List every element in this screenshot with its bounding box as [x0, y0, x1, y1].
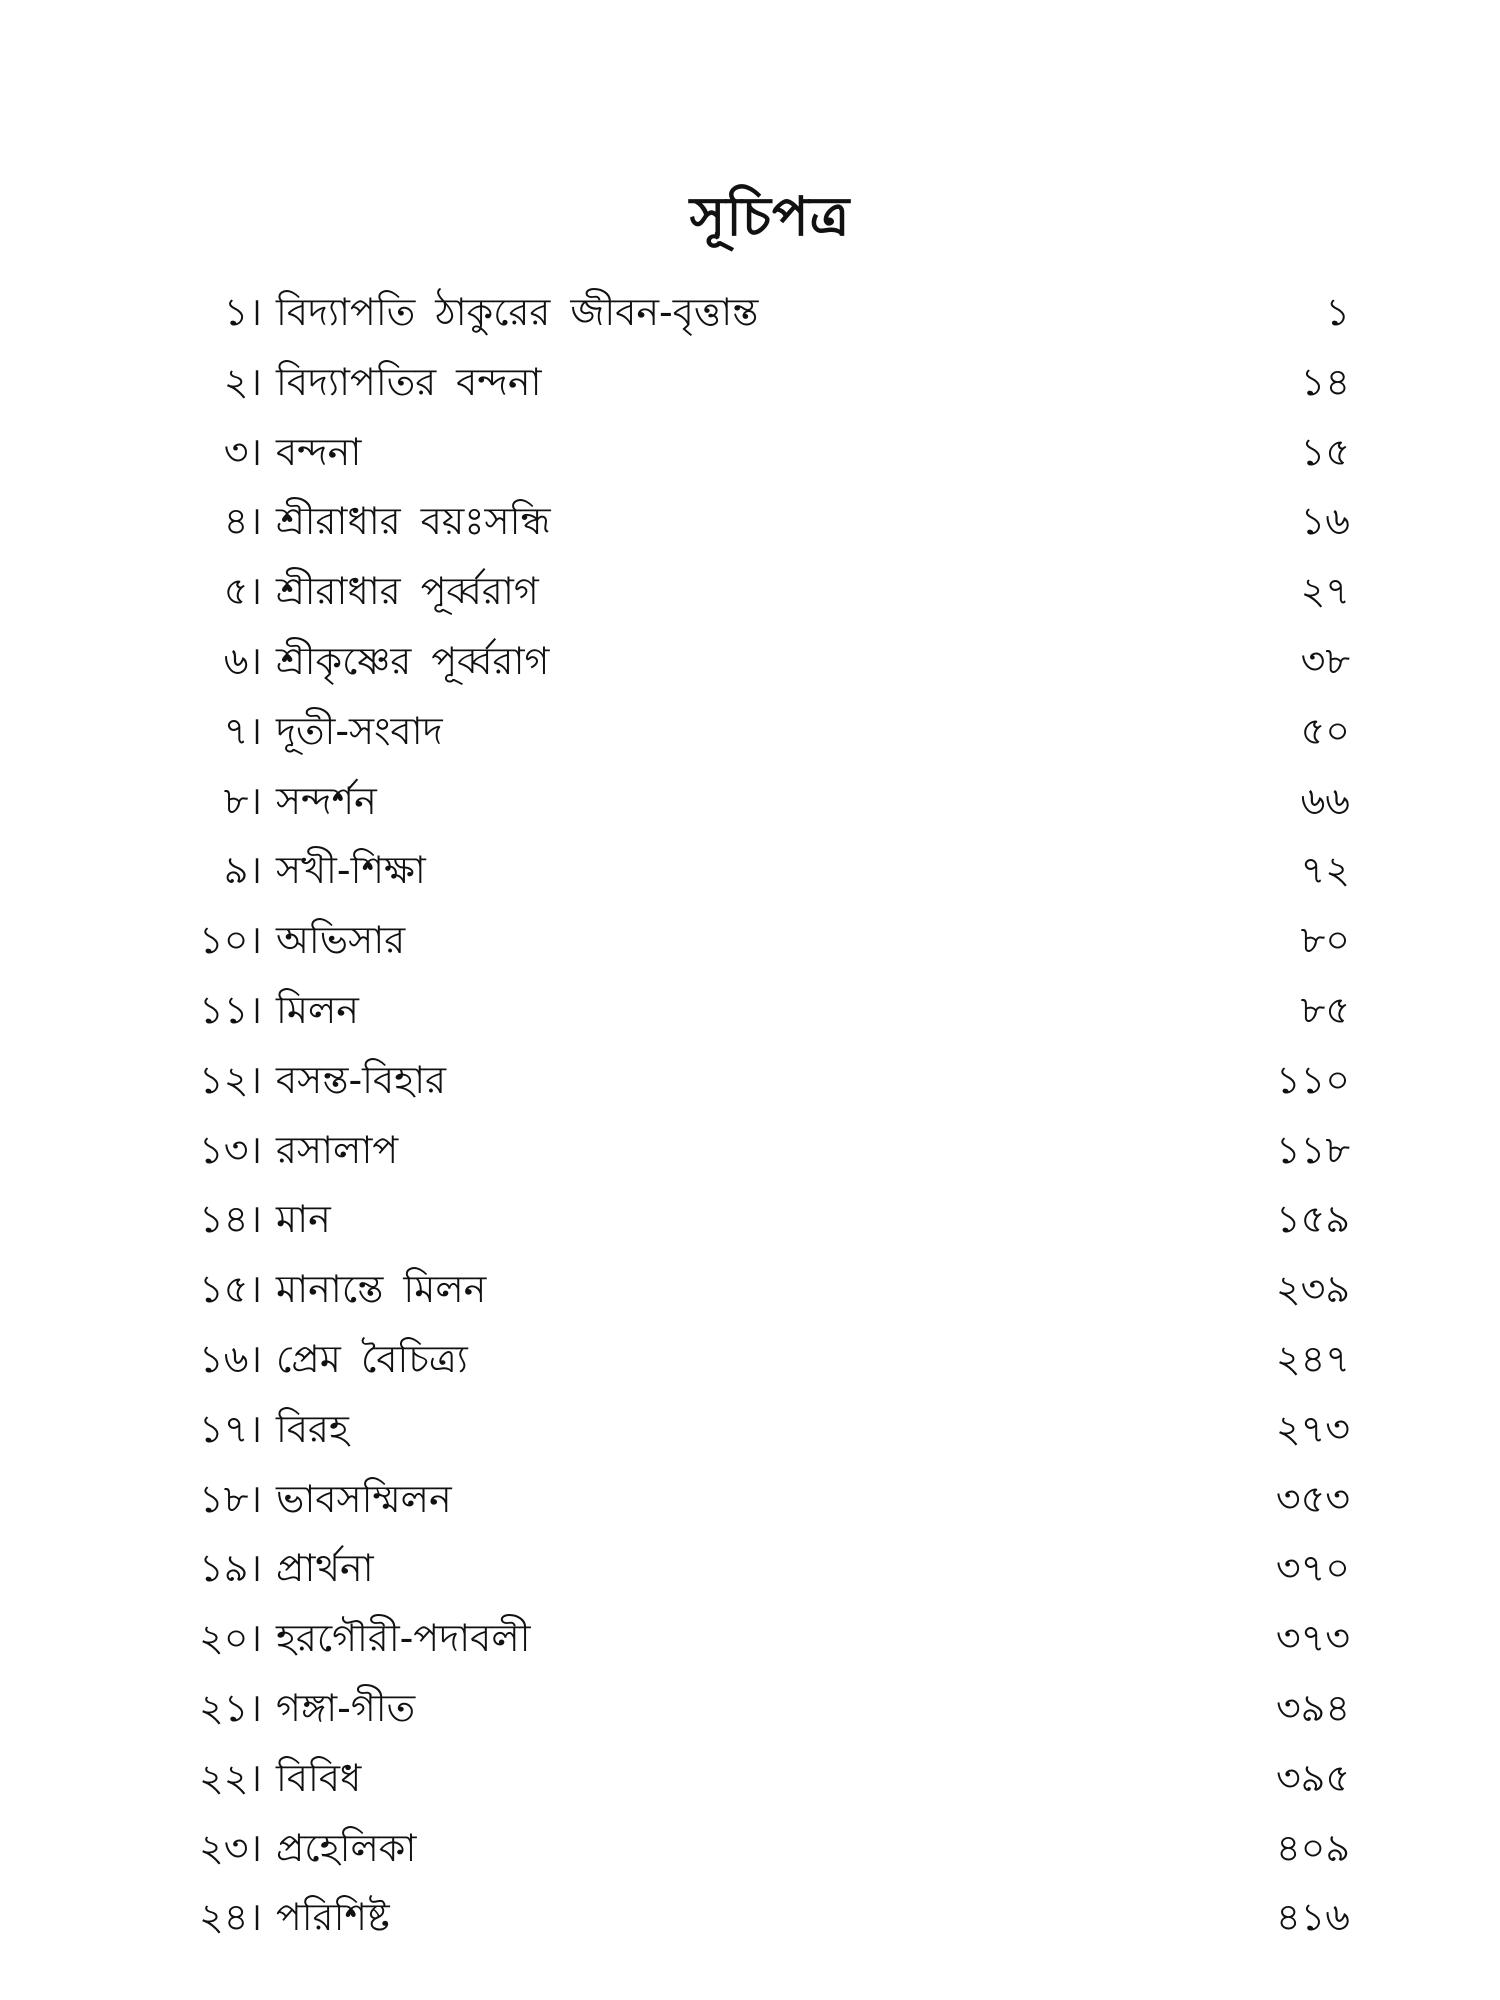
toc-entry — [170, 1255, 1350, 1325]
entry-number: ৯। — [223, 848, 262, 893]
page-title: সূচিপত্র — [689, 185, 851, 248]
entry-page-number: ৪০৯ — [1275, 1825, 1350, 1870]
entry-page-number: ১৫ — [1300, 429, 1350, 474]
toc-entry — [170, 1465, 1350, 1535]
toc-entry — [170, 278, 1350, 348]
toc-entry — [170, 1395, 1350, 1465]
toc-entry — [170, 627, 1350, 697]
toc-entry — [170, 1325, 1350, 1395]
entry-title: রসালাপ — [276, 1127, 399, 1172]
toc-entry — [170, 1604, 1350, 1674]
entry-page-number: ১১০ — [1275, 1057, 1350, 1102]
toc-entry — [170, 1185, 1350, 1255]
entry-page-number: ৩৮ — [1300, 638, 1350, 683]
entry-page-number: ২৭৩ — [1275, 1406, 1350, 1451]
entry-number: ১২। — [199, 1057, 262, 1102]
toc-entry — [170, 1046, 1350, 1116]
entry-page-number: ১ — [1325, 290, 1350, 334]
entry-number: ২। — [223, 359, 262, 404]
entry-page-number: ১৪ — [1300, 359, 1350, 404]
toc-entry — [170, 1674, 1350, 1744]
entry-number: ৬। — [223, 638, 262, 683]
entry-title: ভাবসম্মিলন — [276, 1476, 452, 1521]
entry-page-number: ১৬ — [1300, 499, 1350, 544]
entry-page-number: ৩৯৪ — [1275, 1685, 1350, 1730]
entry-page-number: ৩৫৩ — [1275, 1476, 1350, 1521]
entry-number: ৮। — [223, 778, 262, 823]
entry-page-number: ২৩৯ — [1275, 1267, 1350, 1312]
entry-title: মান — [276, 1197, 331, 1242]
entry-title: পরিশিষ্ট — [276, 1895, 390, 1940]
entry-title: বিদ্যাপতির বন্দনা — [276, 359, 542, 404]
entry-title: হরগৌরী-পদাবলী — [276, 1616, 531, 1661]
toc-entry — [170, 697, 1350, 767]
entry-title: মানান্তে মিলন — [276, 1267, 487, 1312]
toc-entry — [170, 1744, 1350, 1814]
entry-page-number: ৮০ — [1300, 918, 1350, 963]
entry-number: ১০। — [199, 918, 262, 963]
entry-page-number: ৬৬ — [1300, 778, 1350, 823]
entry-page-number: ৪১৬ — [1275, 1895, 1350, 1940]
entry-page-number: ৫০ — [1300, 708, 1350, 753]
entry-number: ১৮। — [199, 1476, 262, 1521]
entry-page-number: ৩৭০ — [1275, 1546, 1350, 1591]
entry-title: প্রার্থনা — [276, 1546, 374, 1591]
entry-title: গঙ্গা-গীত — [276, 1685, 416, 1730]
entry-number: ১৪। — [199, 1197, 262, 1242]
entry-title: শ্রীকৃষ্ণের পূর্ব্বরাগ — [276, 638, 550, 683]
toc-entry — [170, 418, 1350, 488]
toc-entry — [170, 557, 1350, 627]
entry-page-number: ৭২ — [1300, 848, 1350, 893]
entry-title: সন্দর্শন — [276, 778, 377, 823]
toc-entry — [170, 906, 1350, 976]
entry-page-number: ৩৯৫ — [1275, 1755, 1350, 1800]
entry-title: শ্রীরাধার পূর্ব্বরাগ — [276, 569, 539, 614]
entry-number: ১৫। — [199, 1267, 262, 1312]
toc-entry — [170, 976, 1350, 1046]
entry-title: প্রেম বৈচিত্র্য — [276, 1336, 468, 1381]
entry-title: অভিসার — [276, 918, 406, 963]
entry-number: ১১। — [199, 987, 262, 1032]
entry-number: ২১। — [199, 1685, 262, 1730]
entry-number: ২২। — [198, 1755, 262, 1800]
entry-number: ২০। — [198, 1616, 262, 1661]
entry-page-number: ৮৫ — [1300, 987, 1350, 1032]
entry-title: প্রহেলিকা — [276, 1825, 417, 1870]
entry-page-number: ২৪৭ — [1275, 1336, 1350, 1381]
entry-number: ৭। — [223, 708, 262, 753]
entry-number: ৪। — [223, 499, 262, 544]
entry-title: বসন্ত-বিহার — [276, 1057, 447, 1102]
entry-number: ২৩। — [198, 1825, 262, 1870]
entry-title: বিবিধ — [276, 1755, 362, 1800]
entry-number: ১৬। — [199, 1336, 262, 1381]
toc-entry — [170, 1883, 1350, 1953]
entry-title: বিদ্যাপতি ঠাকুরের জীবন-বৃত্তান্ত — [276, 290, 759, 334]
entry-number: ১৭। — [199, 1406, 262, 1451]
toc-entry — [170, 348, 1350, 418]
entry-number: ৫। — [223, 569, 262, 614]
entry-title: দূতী-সংবাদ — [276, 708, 443, 753]
entry-title: শ্রীরাধার বয়ঃসন্ধি — [276, 499, 551, 544]
toc-entry — [170, 836, 1350, 906]
toc-entry — [170, 767, 1350, 837]
entry-title: বিরহ — [276, 1406, 349, 1451]
entry-number: ২৪। — [199, 1895, 262, 1940]
entry-number: ১৯। — [199, 1546, 262, 1591]
entry-number: ৩। — [223, 429, 262, 474]
entry-number: ১৩। — [199, 1127, 262, 1172]
entry-page-number: ২৭ — [1300, 569, 1350, 614]
toc-entry — [170, 487, 1350, 557]
entry-number: ১। — [223, 290, 262, 334]
toc-entry — [170, 1814, 1350, 1884]
table-of-contents — [170, 278, 1350, 1953]
entry-page-number: ৩৭৩ — [1275, 1616, 1350, 1661]
entry-title: মিলন — [276, 987, 359, 1032]
entry-page-number: ১৫৯ — [1276, 1197, 1350, 1242]
entry-title: সখী-শিক্ষা — [276, 848, 426, 893]
entry-page-number: ১১৮ — [1276, 1127, 1350, 1172]
entry-title: বন্দনা — [276, 429, 362, 474]
toc-entry — [170, 1534, 1350, 1604]
toc-entry — [170, 1116, 1350, 1186]
